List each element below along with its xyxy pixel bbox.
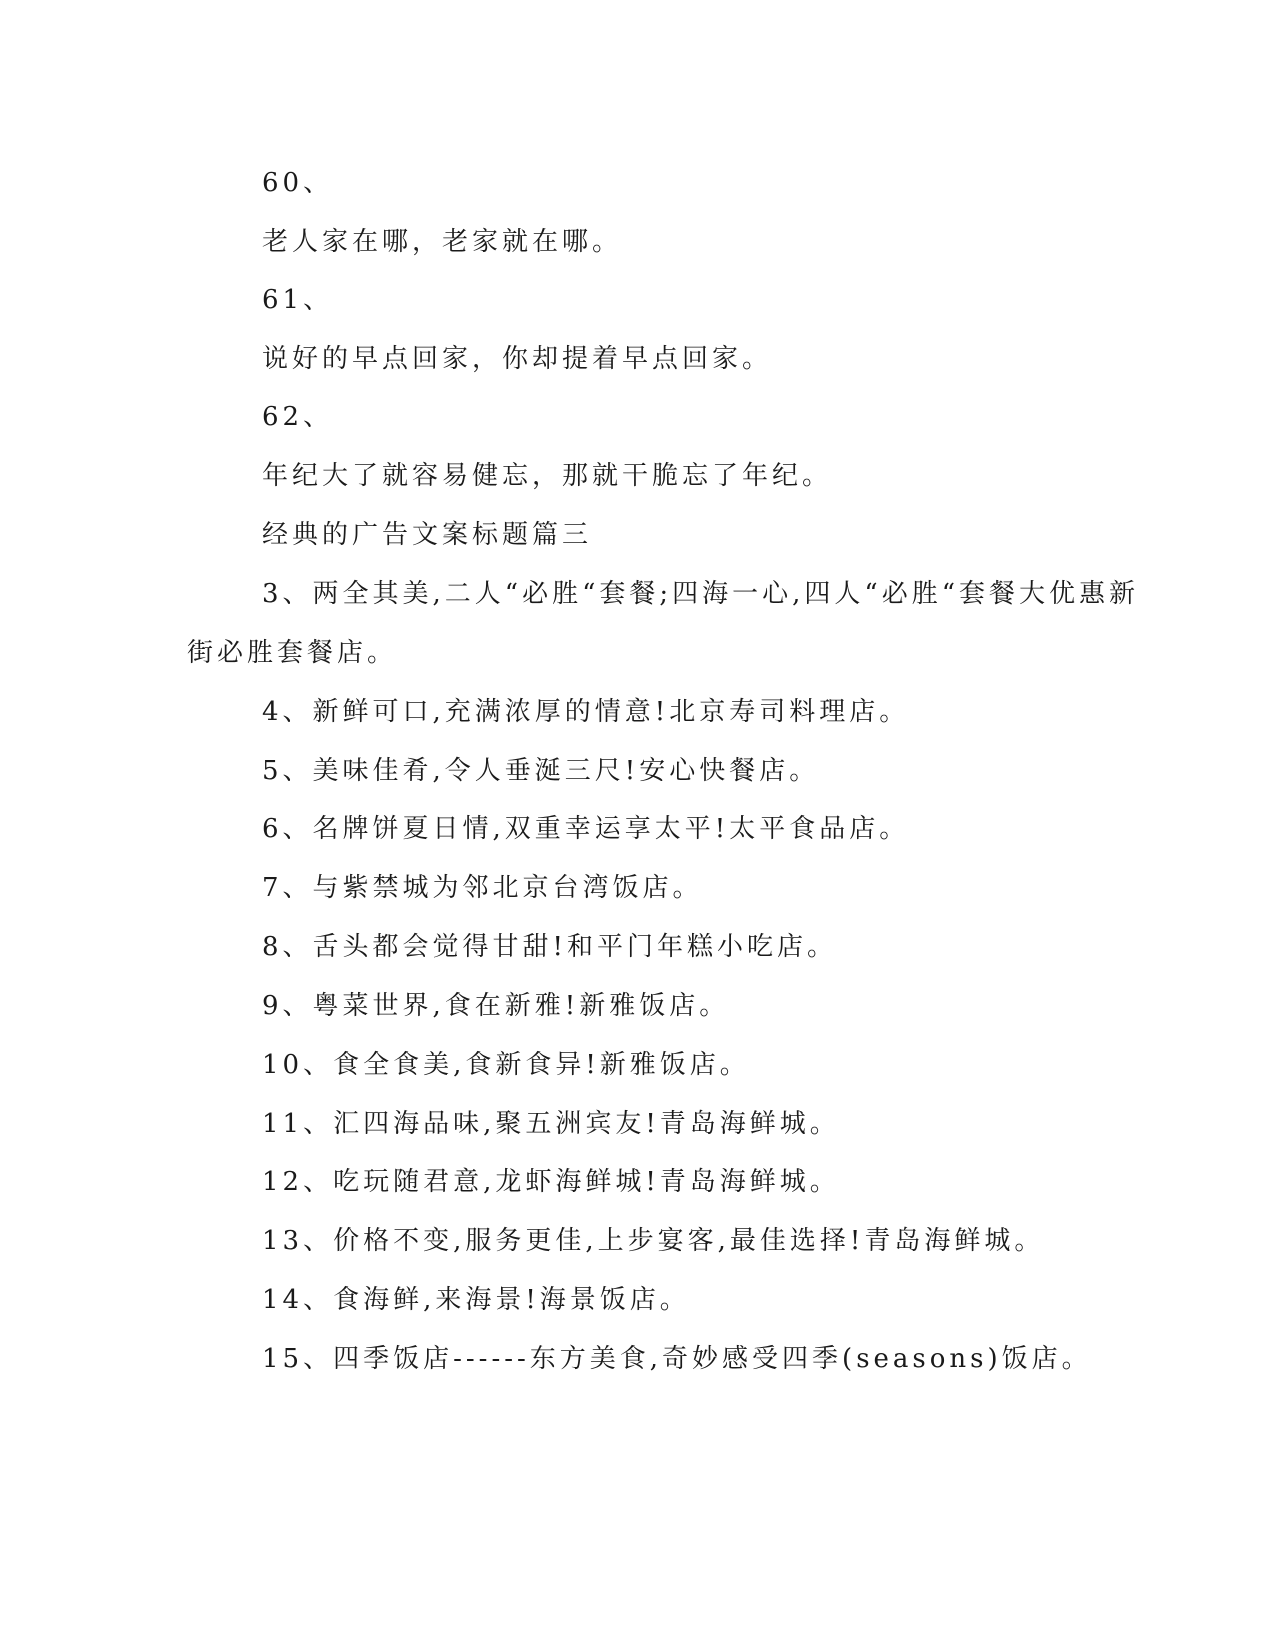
slogan-15: 15、四季饭店------东方美食,奇妙感受四季(seasons)饭店。 bbox=[262, 1344, 1092, 1374]
slogan-9: 9、粤菜世界,食在新雅!新雅饭店。 bbox=[262, 991, 730, 1021]
slogan-14: 14、食海鲜,来海景!海景饭店。 bbox=[262, 1285, 690, 1315]
slogan-5: 5、美味佳肴,令人垂涎三尺!安心快餐店。 bbox=[262, 756, 820, 786]
slogan-62: 年纪大了就容易健忘，那就干脆忘了年纪。 bbox=[262, 461, 833, 491]
slogan-11: 11、汇四海品味,聚五洲宾友!青岛海鲜城。 bbox=[262, 1109, 840, 1139]
slogan-13: 13、价格不变,服务更佳,上步宴客,最佳选择!青岛海鲜城。 bbox=[262, 1226, 1045, 1256]
slogan-3-continuation: 街必胜套餐店。 bbox=[187, 638, 398, 668]
slogan-3: 3、两全其美,二人“必胜“套餐;四海一心,四人“必胜“套餐大优惠新 bbox=[262, 579, 1139, 609]
slogan-4: 4、新鲜可口,充满浓厚的情意!北京寿司料理店。 bbox=[262, 697, 910, 727]
slogan-6: 6、名牌饼夏日情,双重幸运享太平!太平食品店。 bbox=[262, 814, 910, 844]
slogan-61: 说好的早点回家，你却提着早点回家。 bbox=[262, 344, 773, 374]
item-number-60: 60、 bbox=[262, 168, 334, 198]
slogan-12: 12、吃玩随君意,龙虾海鲜城!青岛海鲜城。 bbox=[262, 1167, 840, 1197]
slogan-7: 7、与紫禁城为邻北京台湾饭店。 bbox=[262, 873, 703, 903]
slogan-10: 10、食全食美,食新食异!新雅饭店。 bbox=[262, 1050, 750, 1080]
slogan-8: 8、舌头都会觉得甘甜!和平门年糕小吃店。 bbox=[262, 932, 837, 962]
slogan-60: 老人家在哪，老家就在哪。 bbox=[262, 227, 623, 257]
item-number-62: 62、 bbox=[262, 402, 334, 432]
item-number-61: 61、 bbox=[262, 285, 334, 315]
section-heading: 经典的广告文案标题篇三 bbox=[262, 520, 593, 550]
